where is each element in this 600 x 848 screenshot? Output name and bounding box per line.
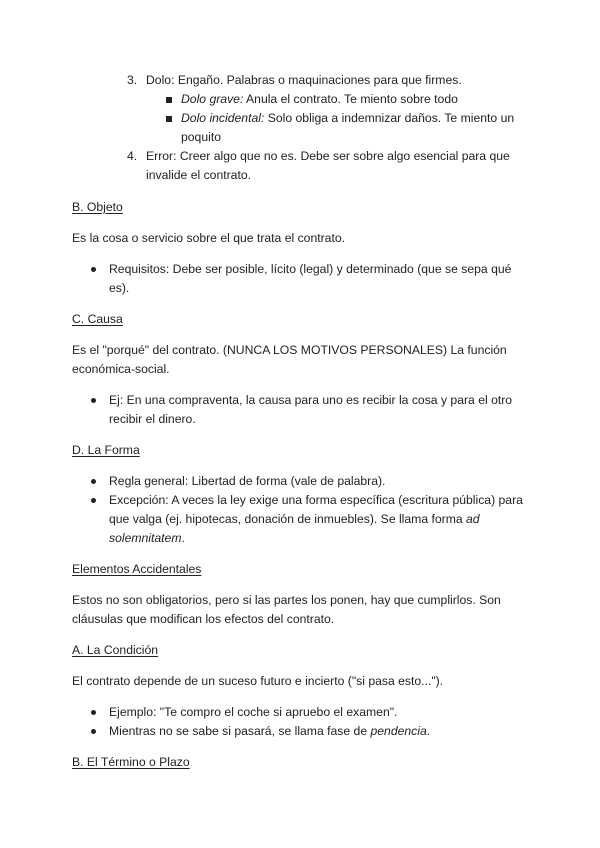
- section-heading-condicion: A. La Condición: [72, 643, 159, 657]
- emphasis-text: Dolo incidental:: [181, 111, 265, 125]
- list-number: 3.: [127, 73, 138, 87]
- list-item-text: Dolo: Engaño. Palabras o maquinaciones para que firmes.: [146, 73, 462, 87]
- paragraph-cont: económica-social.: [72, 362, 170, 376]
- paragraph: Es el "porqué" del contrato. (NUNCA LOS MOTIVOS PERSONALES) La función: [72, 343, 507, 357]
- bullet-text-cont: es).: [109, 281, 130, 295]
- bullet-icon: [91, 398, 96, 403]
- bullet-icon: [91, 498, 96, 503]
- section-heading-forma: D. La Forma: [72, 443, 140, 457]
- paragraph: El contrato depende de un suceso futuro e incierto ("si pasa esto...").: [72, 674, 444, 688]
- emphasis-text: pendencia: [370, 724, 427, 738]
- bullet-text-cont: [109, 510, 480, 529]
- paragraph: Es la cosa o servicio sobre el que trata el contrato.: [72, 231, 346, 245]
- emphasis-text: Dolo grave:: [181, 92, 244, 106]
- list-item-text: Error: Creer algo que no es. Debe ser sobre algo esencial para que: [146, 149, 510, 163]
- sub-list-item: [181, 109, 514, 128]
- bullet-text-part: .: [426, 724, 431, 738]
- sub-list-item: [181, 90, 458, 109]
- section-heading-termino: B. El Término o Plazo: [72, 755, 190, 769]
- emphasis-text: ad: [466, 512, 480, 526]
- bullet-text-cont: recibir el dinero.: [109, 412, 196, 426]
- bullet-icon: [91, 710, 96, 715]
- paragraph: Estos no son obligatorios, pero si las partes los ponen, hay que cumplirlos. Son: [72, 593, 501, 607]
- section-heading-accidentales: Elementos Accidentales: [72, 562, 202, 576]
- bullet-text: Ej: En una compraventa, la causa para uno es recibir la cosa y para el otro: [109, 393, 513, 407]
- list-item-text-cont: invalide el contrato.: [146, 168, 252, 182]
- bullet-icon: [91, 267, 96, 272]
- bullet-text: [109, 722, 430, 741]
- bullet-text-part: que valga (ej. hipotecas, donación de inmuebles). Se llama forma: [109, 512, 467, 526]
- bullet-text: Requisitos: Debe ser posible, lícito (legal) y determinado (que se sepa qué: [109, 262, 512, 276]
- bullet-text: Excepción: A veces la ley exige una forma específica (escritura pública) para: [109, 493, 523, 507]
- sub-list-text-cont: poquito: [181, 130, 221, 144]
- bullet-text-part: Mientras no se sabe si pasará, se llama fase de: [109, 724, 371, 738]
- bullet-icon: [91, 479, 96, 484]
- sub-list-text: Anula el contrato. Te miento sobre todo: [243, 92, 458, 106]
- bullet-text-cont: [109, 529, 185, 548]
- square-bullet-icon: [166, 116, 172, 122]
- bullet-text: Ejemplo: "Te compro el coche si apruebo el examen".: [109, 705, 398, 719]
- list-number: 4.: [127, 149, 138, 163]
- bullet-text-part: .: [181, 531, 185, 545]
- square-bullet-icon: [166, 97, 172, 103]
- section-heading-objeto: B. Objeto: [72, 200, 123, 214]
- emphasis-text: solemnitatem: [109, 531, 182, 545]
- bullet-text: Regla general: Libertad de forma (vale de palabra).: [109, 474, 386, 488]
- paragraph-cont: cláusulas que modifican los efectos del contrato.: [72, 612, 335, 626]
- sub-list-text: Solo obliga a indemnizar daños. Te miento un: [264, 111, 515, 125]
- bullet-icon: [91, 729, 96, 734]
- section-heading-causa: C. Causa: [72, 312, 123, 326]
